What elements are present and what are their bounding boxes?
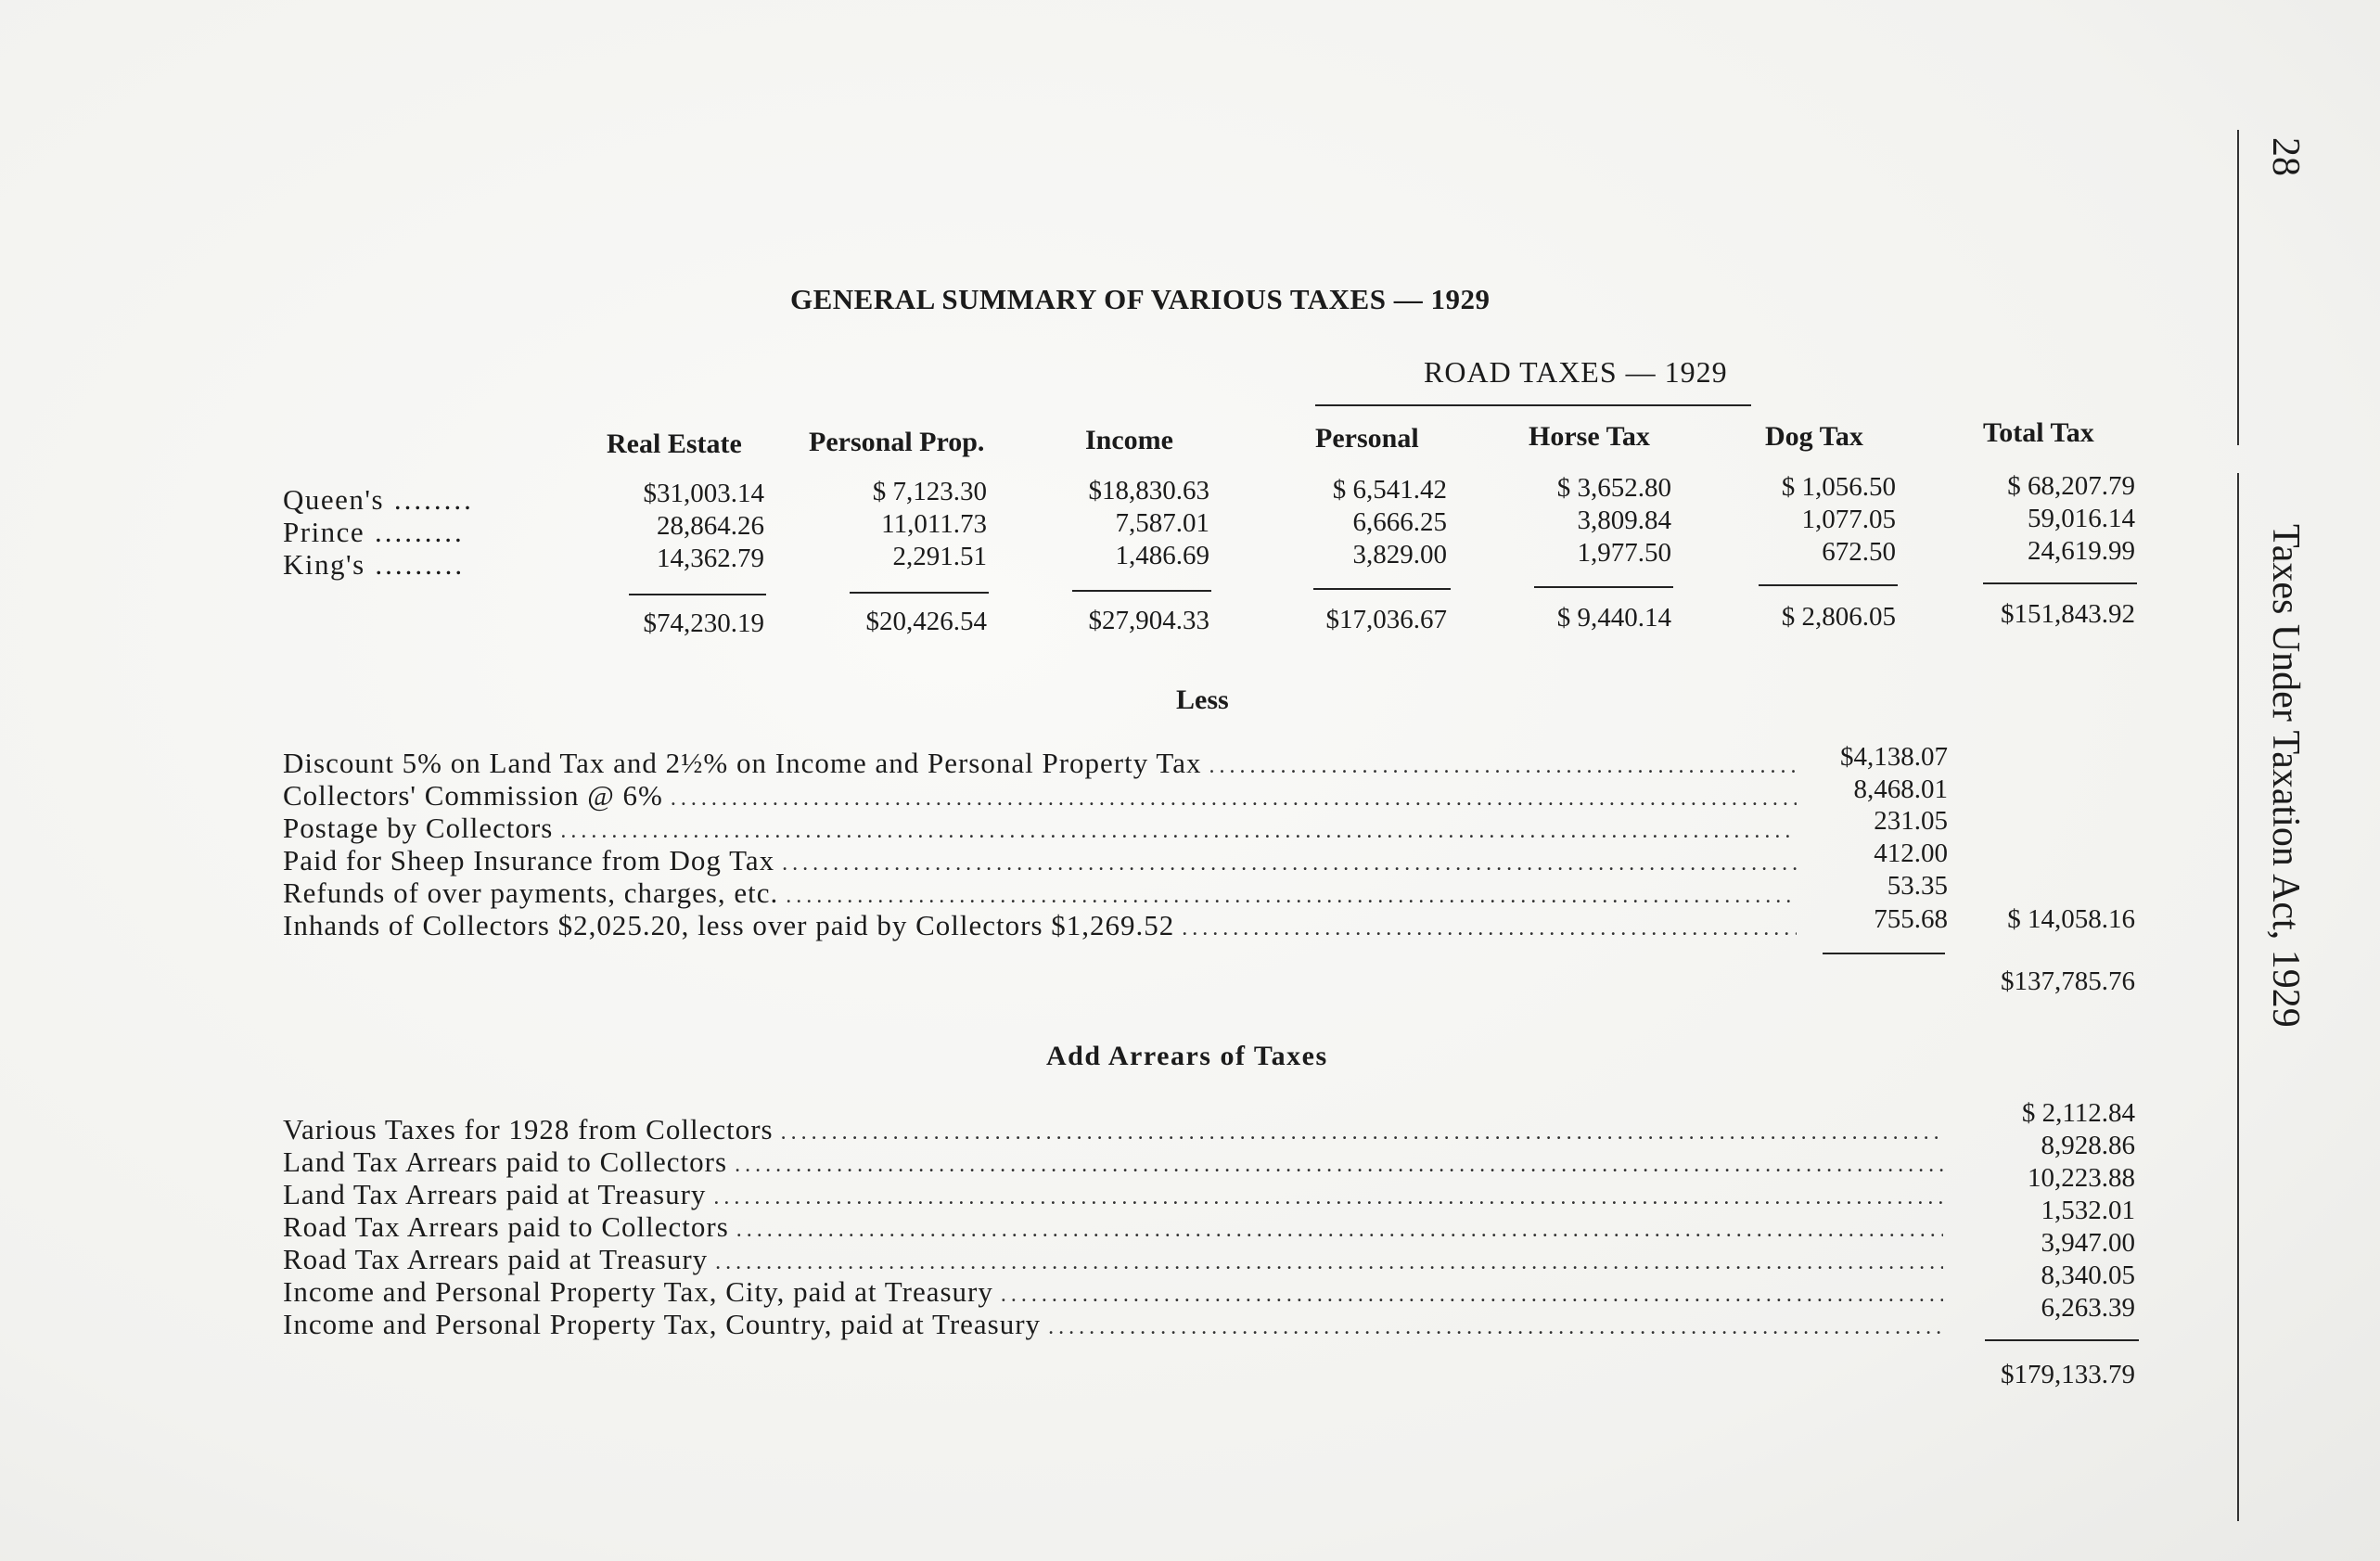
row-label-queens: Queen's ........ [283, 483, 474, 516]
arrears-amount: 8,340.05 [2041, 1260, 2135, 1290]
arrears-item: Land Tax Arrears paid at Treasury ..... [283, 1178, 1943, 1211]
grand-total: $179,133.79 [2001, 1360, 2135, 1389]
cell-queens-real-estate: $31,003.14 [643, 479, 764, 508]
arrears-rule [1985, 1339, 2139, 1341]
col-header-total-tax: Total Tax [1983, 417, 2094, 448]
arrears-item: Road Tax Arrears paid at Treasury ..... [283, 1243, 1943, 1276]
less-amount: 755.68 [1874, 904, 1948, 934]
row-label-prince: Prince ......... [283, 516, 465, 548]
cell-prince-personal-prop: 11,011.73 [881, 509, 987, 539]
total-rule-real-estate [629, 594, 766, 595]
row-label-kings: King's ......... [283, 548, 466, 581]
cell-queens-horse-tax: $ 3,652.80 [1556, 473, 1671, 503]
total-personal-prop: $20,426.54 [865, 607, 987, 636]
arrears-item: Income and Personal Property Tax, City, paid at Treasury ..... [283, 1275, 1943, 1309]
total-rule-horse-tax [1534, 586, 1673, 588]
cell-prince-real-estate: 28,864.26 [657, 511, 764, 541]
total-rule-personal [1313, 588, 1451, 590]
road-taxes-header: ROAD TAXES — 1929 [1424, 355, 1728, 389]
arrears-item: Various Taxes for 1928 from Collectors ..... [283, 1113, 1943, 1146]
less-heading: Less [1176, 685, 1229, 715]
cell-prince-personal: 6,666.25 [1352, 507, 1447, 537]
col-header-real-estate: Real Estate [607, 429, 742, 459]
cell-prince-dog-tax: 1,077.05 [1801, 505, 1896, 534]
net-total: $137,785.76 [2001, 966, 2135, 996]
arrears-amount: 10,223.88 [2028, 1163, 2135, 1193]
cell-kings-real-estate: 14,362.79 [657, 544, 764, 573]
total-rule-income [1072, 590, 1211, 592]
sidebar-rule-bottom [2237, 473, 2239, 1521]
less-amount: 231.05 [1874, 806, 1948, 836]
total-rule-total-tax [1983, 582, 2137, 584]
cell-kings-personal: 3,829.00 [1352, 540, 1447, 569]
cell-prince-total-tax: 59,016.14 [2028, 504, 2135, 533]
less-item: Postage by Collectors ..... [283, 812, 1797, 845]
cell-queens-dog-tax: $ 1,056.50 [1781, 472, 1896, 502]
cell-queens-personal: $ 6,541.42 [1332, 475, 1447, 505]
total-rule-personal-prop [850, 592, 989, 594]
less-item: Paid for Sheep Insurance from Dog Tax ..... [283, 844, 1797, 877]
arrears-amount: 6,263.39 [2041, 1293, 2135, 1323]
col-header-dog-tax: Dog Tax [1765, 421, 1863, 452]
cell-kings-horse-tax: 1,977.50 [1577, 538, 1671, 568]
cell-queens-personal-prop: $ 7,123.30 [872, 477, 987, 506]
less-item: Refunds of over payments, charges, etc. ..... [283, 876, 1797, 910]
less-item: Inhands of Collectors $2,025.20, less over paid by Collectors $1,269.52 ..... [283, 909, 1797, 942]
arrears-amount: $ 2,112.84 [2021, 1098, 2135, 1128]
less-amount: 53.35 [1887, 871, 1948, 901]
less-item: Collectors' Commission @ 6% ..... [283, 779, 1797, 812]
total-personal: $17,036.67 [1325, 605, 1447, 634]
arrears-amount: 3,947.00 [2041, 1228, 2135, 1258]
less-amount: 412.00 [1874, 838, 1948, 868]
cell-prince-income: 7,587.01 [1115, 508, 1209, 538]
arrears-heading: Add Arrears of Taxes [1046, 1041, 1328, 1071]
col-header-personal: Personal [1315, 423, 1419, 454]
cell-kings-income: 1,486.69 [1115, 541, 1209, 570]
cell-kings-personal-prop: 2,291.51 [892, 542, 987, 571]
sidebar-rule-top [2237, 130, 2239, 445]
less-item: Discount 5% on Land Tax and 2½% on Income and Personal Property Tax ..... [283, 747, 1797, 780]
cell-prince-horse-tax: 3,809.84 [1577, 505, 1671, 535]
cell-kings-total-tax: 24,619.99 [2028, 536, 2135, 566]
total-dog-tax: $ 2,806.05 [1781, 602, 1896, 632]
road-taxes-rule [1315, 404, 1751, 406]
less-subtotal: $ 14,058.16 [2007, 904, 2135, 934]
col-header-income: Income [1085, 425, 1173, 455]
page-title: GENERAL SUMMARY OF VARIOUS TAXES — 1929 [790, 283, 1491, 315]
arrears-amount: 1,532.01 [2041, 1196, 2135, 1225]
arrears-item: Income and Personal Property Tax, Country, paid at Treasury ..... [283, 1308, 1943, 1341]
total-income: $27,904.33 [1088, 606, 1209, 635]
cell-queens-total-tax: $ 68,207.79 [2007, 471, 2135, 501]
total-horse-tax: $ 9,440.14 [1556, 603, 1671, 633]
col-header-personal-prop: Personal Prop. [809, 427, 985, 457]
page-number: 28 [2264, 137, 2307, 176]
cell-kings-dog-tax: 672.50 [1822, 537, 1896, 567]
running-head: Taxes Under Taxation Act, 1929 [2264, 524, 2307, 1028]
total-total-tax: $151,843.92 [2001, 599, 2135, 629]
arrears-amount: 8,928.86 [2041, 1131, 2135, 1160]
arrears-item: Road Tax Arrears paid to Collectors ..... [283, 1210, 1943, 1244]
cell-queens-income: $18,830.63 [1088, 476, 1209, 505]
less-amount: 8,468.01 [1853, 774, 1948, 804]
less-amount: $4,138.07 [1840, 742, 1948, 772]
total-rule-dog-tax [1759, 584, 1898, 586]
col-header-horse-tax: Horse Tax [1529, 421, 1650, 452]
total-real-estate: $74,230.19 [643, 608, 764, 638]
arrears-item: Land Tax Arrears paid to Collectors ..... [283, 1145, 1943, 1179]
less-rule [1823, 953, 1945, 954]
